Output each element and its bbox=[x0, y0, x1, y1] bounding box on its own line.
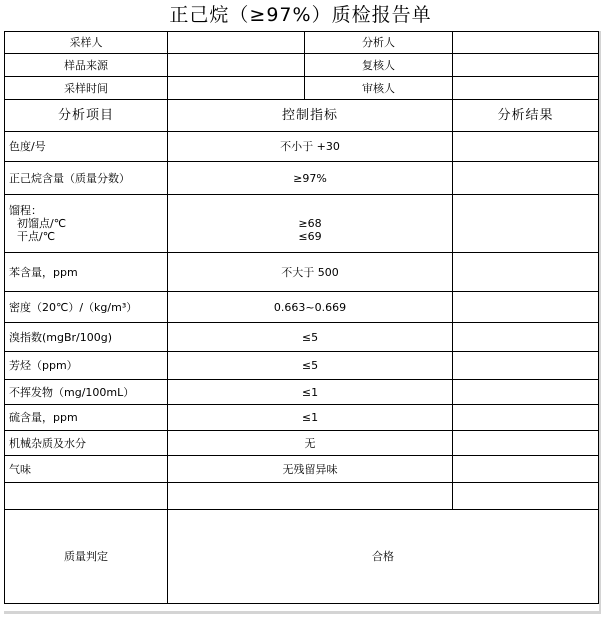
judgment-row bbox=[5, 510, 599, 604]
report-title: 正己烷（≥97%）质检报告单 bbox=[169, 4, 432, 26]
table-row bbox=[5, 380, 599, 405]
approver-label: 审核人 bbox=[305, 77, 453, 100]
sampler-label: 采样人 bbox=[5, 32, 168, 54]
row-item: 硫含量，ppm bbox=[5, 405, 168, 431]
initial-boiling-spec: ≥68 bbox=[298, 217, 322, 230]
row-item: 不挥发物（mg/100mL） bbox=[5, 380, 168, 405]
time-label: 采样时间 bbox=[5, 77, 168, 100]
row-result[interactable] bbox=[453, 195, 599, 253]
row-result[interactable] bbox=[453, 405, 599, 431]
time-value[interactable] bbox=[168, 77, 305, 100]
table-row bbox=[5, 323, 599, 352]
distillation-label: 馏程： bbox=[9, 204, 42, 217]
row-item: 密度（20℃）/（kg/m³） bbox=[5, 292, 168, 323]
row-spec bbox=[168, 483, 453, 510]
row-result[interactable] bbox=[453, 380, 599, 405]
row-spec: 不小于 +30 bbox=[168, 132, 453, 162]
row-spec: 0.663~0.669 bbox=[168, 292, 453, 323]
row-spec-distillation bbox=[168, 195, 453, 253]
report-table bbox=[4, 31, 599, 604]
row-spec: ≥97% bbox=[168, 162, 453, 195]
header-row bbox=[5, 100, 599, 132]
row-item: 芳烃（ppm） bbox=[5, 352, 168, 380]
source-label: 样品来源 bbox=[5, 54, 168, 77]
row-item: 机械杂质及水分 bbox=[5, 431, 168, 456]
table-row bbox=[5, 253, 599, 292]
table-row bbox=[5, 352, 599, 380]
row-result[interactable] bbox=[453, 483, 599, 510]
header-spec: 控制指标 bbox=[168, 100, 453, 132]
judgment-label: 质量判定 bbox=[5, 510, 168, 604]
row-spec: 无 bbox=[168, 431, 453, 456]
info-row-sampler bbox=[5, 32, 599, 54]
row-result[interactable] bbox=[453, 292, 599, 323]
row-result[interactable] bbox=[453, 323, 599, 352]
reviewer-label: 复核人 bbox=[305, 54, 453, 77]
row-item: 苯含量，ppm bbox=[5, 253, 168, 292]
row-item-distillation bbox=[5, 195, 168, 253]
table-row bbox=[5, 456, 599, 483]
sheet-shadow-bottom bbox=[4, 611, 601, 614]
dry-point-label: 干点/℃ bbox=[17, 230, 56, 243]
row-spec: ≤1 bbox=[168, 380, 453, 405]
reviewer-value[interactable] bbox=[453, 54, 599, 77]
row-result[interactable] bbox=[453, 132, 599, 162]
row-result[interactable] bbox=[453, 456, 599, 483]
header-item: 分析项目 bbox=[5, 100, 168, 132]
row-result[interactable] bbox=[453, 352, 599, 380]
table-row bbox=[5, 431, 599, 456]
row-item: 正己烷含量（质量分数） bbox=[5, 162, 168, 195]
row-item: 气味 bbox=[5, 456, 168, 483]
table-row bbox=[5, 195, 599, 253]
row-item: 溴指数(mgBr/100g) bbox=[5, 323, 168, 352]
dry-point-spec: ≤69 bbox=[298, 230, 322, 243]
table-row bbox=[5, 292, 599, 323]
source-value[interactable] bbox=[168, 54, 305, 77]
info-row-source bbox=[5, 54, 599, 77]
table-row bbox=[5, 405, 599, 431]
judgment-value[interactable]: 合格 bbox=[168, 510, 599, 604]
row-spec: 无残留异味 bbox=[168, 456, 453, 483]
row-spec: ≤5 bbox=[168, 352, 453, 380]
table-row bbox=[5, 132, 599, 162]
row-spec: ≤5 bbox=[168, 323, 453, 352]
row-result[interactable] bbox=[453, 253, 599, 292]
table-row bbox=[5, 162, 599, 195]
row-spec: ≤1 bbox=[168, 405, 453, 431]
analyst-value[interactable] bbox=[453, 32, 599, 54]
row-item: 色度/号 bbox=[5, 132, 168, 162]
table-row-empty bbox=[5, 483, 599, 510]
info-row-time bbox=[5, 77, 599, 100]
row-result[interactable] bbox=[453, 431, 599, 456]
analyst-label: 分析人 bbox=[305, 32, 453, 54]
sampler-value[interactable] bbox=[168, 32, 305, 54]
row-item bbox=[5, 483, 168, 510]
header-result: 分析结果 bbox=[453, 100, 599, 132]
initial-boiling-label: 初馏点/℃ bbox=[17, 217, 67, 230]
approver-value[interactable] bbox=[453, 77, 599, 100]
row-result[interactable] bbox=[453, 162, 599, 195]
row-spec: 不大于 500 bbox=[168, 253, 453, 292]
